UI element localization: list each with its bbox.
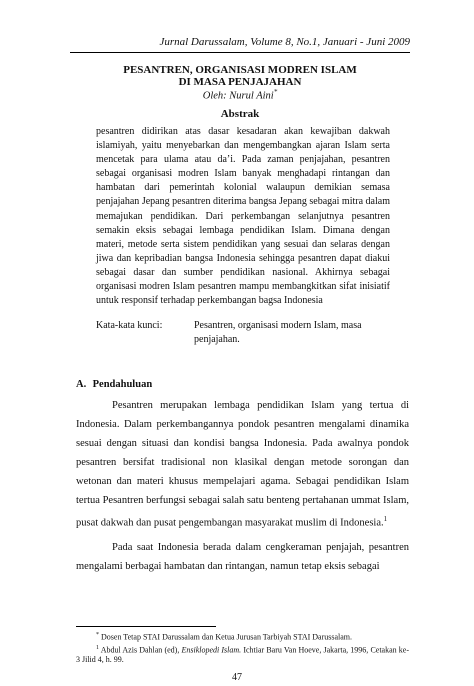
abstract-heading: Abstrak xyxy=(220,108,260,120)
paragraph-1 xyxy=(76,396,409,533)
keywords-label: Kata-kata kunci: xyxy=(96,320,163,331)
footnote-ref-1: 1 xyxy=(383,515,388,523)
page-number: 47 xyxy=(232,672,242,683)
journal-header: Jurnal Darussalam, Volume 8, No.1, Januari - Juni 2009 xyxy=(159,36,410,48)
keywords-value: Pesantren, organisasi modern Islam, masa penjajahan. xyxy=(194,320,362,345)
author-footnote-mark: * xyxy=(273,88,278,96)
footnotes xyxy=(76,630,409,665)
footnote-text: Dosen Tetap STAI Darussalam dan Ketua Jurusan Tarbiyah STAI Darussalam. xyxy=(99,632,353,642)
author-name: Oleh: Nurul Aini xyxy=(202,90,274,102)
footnote-author xyxy=(76,630,409,643)
footnote-mark: 1 xyxy=(96,644,99,651)
abstract-text: pesantren didirikan atas dasar kesadaran akan kewajiban dakwah islamiyah, yaitu menyebarkan dan mengembangkan ajaran Islam serta mencetak para ulama atau da’i. Pada zaman penjajahan, pesantren sebagai organisasi modren Islam banyak menghadapi rintangan dan hambatan dari pemerintah kolonial walaupun demikian semasa penjajahan Jepang pesantren diterima bangsa Jepang sebagai mitra dalam memajukan pendidikan. Dari perkembangan selanjutnya pesantren semakin eksis sebagai lembaga pendidikan Islam. Dimana dengan materi, metode serta sistem pendidikan yang sesuai dan selaras dengan jiwa dan kepribadian bangsa Indonesia sehingga pesantren dapat diakui sebagai dasar dan sumber pendidikan nasional. Akhirnya sebagai organisasi modren Islam pesantren mampu membangkitkan sifat inisiatif untuk responsif terhadap perkembangan bagsa Indonesia xyxy=(96,126,390,307)
keywords xyxy=(96,319,390,347)
section-title: Pendahuluan xyxy=(92,379,153,390)
footnote-rule xyxy=(76,626,216,627)
author-line xyxy=(70,88,410,102)
footnote-text: Abdul Azis Dahlan (ed), xyxy=(99,645,182,655)
body-text xyxy=(76,396,409,576)
paragraph-2: Pada saat Indonesia berada dalam cengkeraman penjajah, pesantren mengalami berbagai hambatan dan rintangan, namun tetap eksis sebagai xyxy=(76,541,409,572)
footnote-1 xyxy=(76,643,409,666)
title-line-2: DI MASA PENJAJAHAN xyxy=(178,76,302,88)
header-rule xyxy=(70,52,410,53)
article-title xyxy=(70,64,410,88)
section-number: A. xyxy=(76,379,87,390)
footnote-mark: * xyxy=(96,632,99,638)
footnote-text: Ichtiar Baru Van Hoeve, Jakarta, 1996, Cetakan ke-3 Jilid 4, h. 99. xyxy=(76,645,410,665)
paragraph-1-text: Pesantren merupakan lembaga pendidikan Islam yang tertua di Indonesia. Dalam perkembangannya pondok pesantren mengalami dinamika sesuai dengan situasi dan kondisi bangsa Indonesia. Pada awalnya pondok pesantren bersifat tradisional non klasikal dengan metode sorongan dan wetonan dan materi khusus mempelajari agama. Sebagai pendidikan Islam tertua Pesantren berfungsi sebagai salah satu benteng pertahanan ummat Islam, pusat dakwah dan pusat pengembangan masyarakat muslim di Indonesia. xyxy=(76,400,409,529)
title-line-1: PESANTREN, ORGANISASI MODREN ISLAM xyxy=(123,64,357,76)
section-heading xyxy=(76,379,152,390)
footnote-italic-title: Ensiklopedi Islam. xyxy=(181,645,242,655)
